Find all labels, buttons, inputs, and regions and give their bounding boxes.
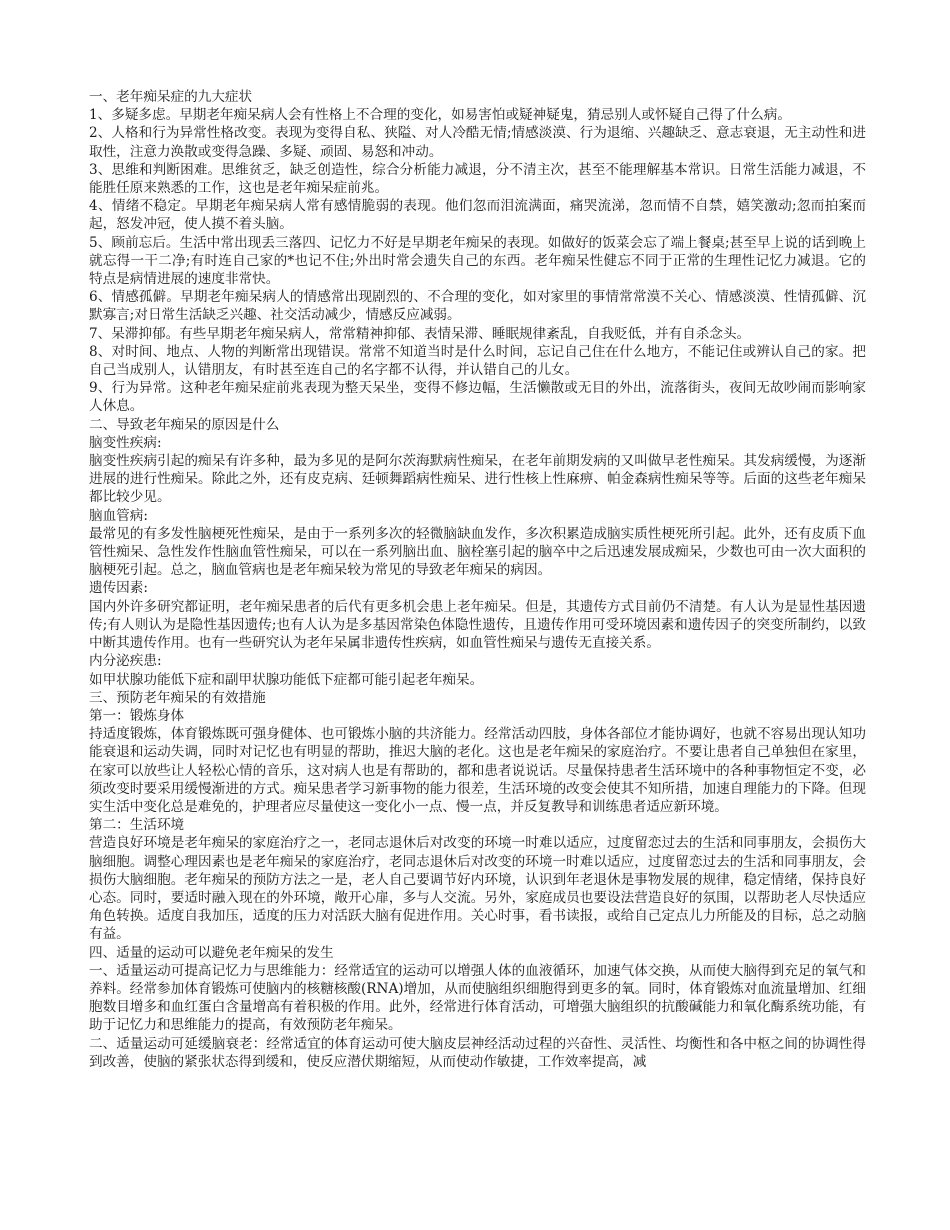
subheading: 第二：生活环境	[89, 817, 185, 834]
subheading: 第一：锻炼身体	[89, 707, 185, 724]
subheading: 内分泌疾患:	[89, 653, 162, 670]
section-heading-prevention: 三、预防老年痴呆的有效措施	[89, 689, 266, 706]
paragraph: 5、顾前忘后。生活中常出现丢三落四、记忆力不好是早期老年痴呆的表现。如做好的饭菜会忘了端上餐桌;甚至早上说的话到晚上就忘得一干二净;有时连自己家的*也记不住;外出时常会遗失自己的东西。老年痴呆性健忘不同于正常的生理性记忆力减退。它的特点是病情进展的速度非常快。	[89, 234, 866, 288]
paragraph: 最常见的有多发性脑梗死性痴呆，是由于一系列多次的轻微脑缺血发作，多次积累造成脑实质性梗死所引起。此外，还有皮质下血管性痴呆、急性发作性脑血管性痴呆，可以在一系列脑出血、脑栓塞引起的脑卒中之后迅速发展成痴呆，少数也可由一次大面积的脑梗死引起。总之，脑血管病也是老年痴呆较为常见的导致老年痴呆的病因。	[89, 525, 866, 579]
section-heading-exercise: 四、适量的运动可以避免老年痴呆的发生	[89, 944, 334, 961]
paragraph: 一、适量运动可提高记忆力与思维能力：经常适宜的运动可以增强人体的血液循环，加速气体交换，从而使大脑得到充足的氧气和养料。经常参加体育锻炼可使脑内的核糖核酸(RNA)增加，从而使脑组织细胞得到更多的氧。同时，体育锻炼对血流量增加、红细胞数目增多和血红蛋白含量增高有着积极的作用。此外，经常进行体育活动，可增强大脑组织的抗酸碱能力和氧化酶系统功能，有助于记忆力和思维能力的提高，有效预防老年痴呆。	[89, 962, 866, 1034]
paragraph: 3、思维和判断困难。思维贫乏，缺乏创造性，综合分析能力减退，分不清主次，甚至不能理解基本常识。日常生活能力减退，不能胜任原来熟悉的工作，这也是老年痴呆症前兆。	[89, 161, 866, 197]
subheading: 脑变性疾病:	[89, 434, 162, 451]
paragraph: 9、行为异常。这种老年痴呆症前兆表现为整天呆坐，变得不修边幅，生活懒散或无目的外出，流落街头，夜间无故吵闹而影响家人休息。	[89, 380, 866, 415]
paragraph: 4、情绪不稳定。早期老年痴呆病人常有感情脆弱的表现。他们忽而泪流满面，痛哭流涕，忽而情不自禁，嬉笑激动;忽而拍案而起，怒发冲冠，使人摸不着头脑。	[89, 198, 866, 233]
paragraph: 持适度锻炼，体育锻炼既可强身健体、也可锻炼小脑的共济能力。经常活动四肢，身体各部位才能协调好，也就不容易出现认知功能衰退和运动失调，同时对记忆也有明显的帮助，推迟大脑的老化。这也是老年痴呆的家庭治疗。不要让患者自己单独但在家里，在家可以放些让人轻松心情的音乐，这对病人也是有帮助的，都和患者说说话。尽量保持患者生活环境中的各种事物恒定不变，必须改变时要采用缓慢渐进的方式。痴呆患者学习新事物的能力很差，生活环境的改变会使其不知所措，加速自理能力的下降。但现实生活中变化总是难免的，护理者应尽量使这一变化小一点、慢一点，并反复教导和训练患者适应新环境。	[89, 726, 866, 815]
section-heading-symptoms: 一、老年痴呆症的九大症状	[89, 89, 253, 105]
paragraph: 如甲状腺功能低下症和副甲状腺功能低下症都可能引起老年痴呆。	[89, 671, 484, 688]
paragraph: 二、适量运动可延缓脑衰老：经常适宜的体育运动可使大脑皮层神经活动过程的兴奋性、灵活性、均衡性和各中枢之间的协调性得到改善，使脑的紧张状态得到缓和，使反应潜伏期缩短，从而使动作敏捷，工作效率提高，减	[89, 1035, 866, 1070]
paragraph: 1、多疑多虑。早期老年痴呆病人会有性格上不合理的变化，如易害怕或疑神疑鬼，猜忌别人或怀疑自己得了什么病。	[89, 107, 791, 124]
paragraph: 营造良好环境是老年痴呆的家庭治疗之一，老同志退休后对改变的环境一时难以适应，过度留恋过去的生活和同事朋友，会损伤大脑细胞。调整心理因素也是老年痴呆的家庭治疗，老同志退休后对改变的环境一时难以适应，过度留恋过去的生活和同事朋友，会损伤大脑细胞。老年痴呆的预防方法之一是，老人自己要调节好内环境，认识到年老退休是事物发展的规律，稳定情绪，保持良好心态。同时，要适时融入现在的外环境，敞开心扉，多与人交流。另外，家庭成员也要设法营造良好的氛围，以帮助老人尽快适应角色转换。适度自我加压，适度的压力对活跃大脑有促进作用。关心时事，看书读报，或给自己定点儿力所能及的目标，总之动脑有益。	[89, 835, 866, 943]
paragraph: 脑变性疾病引起的痴呆有许多种，最为多见的是阿尔茨海默病性痴呆，在老年前期发病的又叫做早老性痴呆。其发病缓慢，为逐渐进展的进行性痴呆。除此之外，还有皮克病、廷顿舞蹈病性痴呆、进行性核上性麻痹、帕金森病性痴呆等等。后面的这些老年痴呆都比较少见。	[89, 453, 866, 506]
paragraph: 8、对时间、地点、人物的判断常出现错误。常常不知道当时是什么时间，忘记自己住在什么地方，不能记住或辨认自己的家。把自己当成别人，认错朋友，有时甚至连自己的名字都不认得，并认错自己的儿女。	[89, 343, 866, 379]
paragraph: 6、情感孤僻。早期老年痴呆病人的情感常出现剧烈的、不合理的变化，如对家里的事情常常漠不关心、情感淡漠、性情孤僻、沉默寡言;对日常生活缺乏兴趣、社交活动减少，情感反应减弱。	[89, 289, 866, 324]
subheading: 遗传因素:	[89, 580, 148, 597]
subheading: 脑血管病:	[89, 507, 148, 524]
paragraph: 2、人格和行为异常性格改变。表现为变得自私、狭隘、对人冷酷无情;情感淡漠、行为退缩、兴趣缺乏、意志衰退，无主动性和进取性，注意力涣散或变得急躁、多疑、顽固、易怒和冲动。	[89, 125, 866, 160]
paragraph: 国内外许多研究都证明，老年痴呆患者的后代有更多机会患上老年痴呆。但是，其遗传方式目前仍不清楚。有人认为是显性基因遗传;有人则认为是隐性基因遗传;也有人认为是多基因常染色体隐性遗传，且遗传作用可受环境因素和遗传因子的突变所制约，以致中断其遗传作用。也有一些研究认为老年呆属非遗传性疾病，如血管性痴呆与遗传无直接关系。	[89, 598, 866, 652]
section-heading-causes: 二、导致老年痴呆的原因是什么	[89, 416, 280, 433]
paragraph: 7、呆滞抑郁。有些早期老年痴呆病人，常常精神抑郁、表情呆滞、睡眠规律紊乱，自我贬低，并有自杀念头。	[89, 325, 751, 342]
